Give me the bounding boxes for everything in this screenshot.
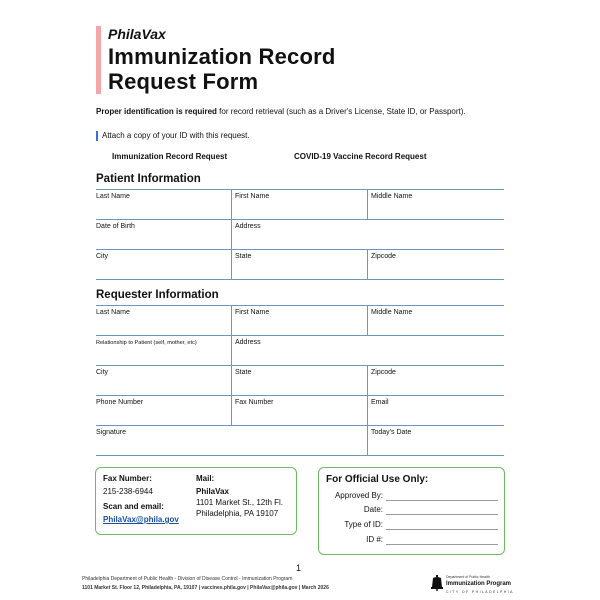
requester-middle-name-field[interactable]: Middle Name	[371, 309, 413, 316]
fax-number: 215-238-6944	[103, 487, 153, 496]
footer-org-line: Philadelphia Department of Public Health - Division of Disease Control - Immunization Program	[82, 576, 293, 582]
patient-middle-name-field[interactable]: Middle Name	[371, 193, 413, 200]
patient-first-name-field[interactable]: First Name	[235, 193, 270, 200]
divider	[231, 189, 232, 219]
type-of-id-line[interactable]	[386, 529, 498, 530]
divider	[96, 219, 504, 220]
title-line-1: Immunization Record	[108, 44, 336, 69]
divider	[367, 425, 368, 455]
patient-state-field[interactable]: State	[235, 253, 252, 260]
option-immunization-record[interactable]: Immunization Record Request	[112, 152, 228, 161]
approved-by-label: Approved By:	[334, 491, 383, 500]
requester-state-field[interactable]: State	[235, 369, 252, 376]
requester-email-field[interactable]: Email	[371, 399, 389, 406]
divider	[231, 305, 232, 335]
divider	[96, 455, 504, 456]
divider	[367, 189, 368, 219]
divider	[231, 249, 232, 279]
notice-rest: for record retrieval (such as a Driver's License, State ID, or Passport).	[216, 107, 466, 116]
requester-city-field[interactable]: City	[96, 369, 109, 376]
date-label: Date:	[363, 505, 383, 514]
mail-street: 1101 Market St., 12th Fl.	[196, 498, 284, 507]
divider	[367, 305, 368, 335]
patient-section-title: Patient Information	[96, 173, 201, 185]
requester-fax-field[interactable]: Fax Number	[235, 399, 274, 406]
type-of-id-label: Type of ID:	[344, 520, 383, 529]
divider	[96, 249, 504, 250]
patient-city-field[interactable]: City	[96, 253, 109, 260]
divider	[96, 189, 504, 190]
email-link[interactable]: PhilaVax@phila.gov	[103, 515, 179, 524]
mail-label: Mail:	[196, 474, 215, 483]
logo-city-text: CITY OF PHILADELPHIA	[446, 590, 514, 594]
requester-zipcode-field[interactable]: Zipcode	[371, 369, 396, 376]
divider	[231, 365, 232, 395]
date-line[interactable]	[386, 514, 498, 515]
brand-name: PhilaVax	[108, 26, 166, 42]
patient-address-field[interactable]: Address	[235, 223, 261, 230]
patient-zipcode-field[interactable]: Zipcode	[371, 253, 396, 260]
requester-date-field[interactable]: Today's Date	[371, 429, 412, 436]
attach-marker	[96, 131, 98, 141]
requester-last-name-field[interactable]: Last Name	[96, 309, 130, 316]
official-use-title: For Official Use Only:	[326, 474, 429, 485]
patient-last-name-field[interactable]: Last Name	[96, 193, 130, 200]
divider	[96, 335, 504, 336]
header-accent-bar	[96, 26, 101, 94]
liberty-bell-icon	[430, 575, 444, 591]
notice-bold: Proper identification is required	[96, 107, 217, 116]
divider	[96, 305, 504, 306]
mail-recipient: PhilaVax	[196, 487, 229, 496]
footer-address-line: 1101 Market St. Floor 12, Philadelphia, PA, 19107 | vaccines.phila.gov | PhilaVax@phila.gov | March 2026	[82, 585, 329, 591]
requester-address-field[interactable]: Address	[235, 339, 261, 346]
divider	[231, 219, 232, 249]
patient-dob-field[interactable]: Date of Birth	[96, 223, 135, 230]
divider	[96, 395, 504, 396]
divider	[367, 365, 368, 395]
logo-program-title: Immunization Program	[446, 581, 512, 587]
divider	[367, 395, 368, 425]
attach-id-note: Attach a copy of your ID with this request.	[102, 131, 250, 140]
divider	[367, 249, 368, 279]
divider	[96, 279, 504, 280]
divider	[231, 395, 232, 425]
requester-first-name-field[interactable]: First Name	[235, 309, 270, 316]
page-number: 1	[296, 563, 302, 573]
requester-section-title: Requester Information	[96, 289, 219, 301]
id-number-line[interactable]	[386, 544, 498, 545]
title-line-2: Request Form	[108, 69, 259, 94]
page-title	[108, 44, 336, 94]
scan-email-label: Scan and email:	[103, 502, 164, 511]
identification-notice	[96, 106, 476, 117]
mail-city: Philadelphia, PA 19107	[196, 509, 279, 518]
approved-by-line[interactable]	[386, 500, 498, 501]
id-number-label: ID #:	[366, 535, 383, 544]
fax-label: Fax Number:	[103, 474, 152, 483]
divider	[231, 335, 232, 365]
requester-phone-field[interactable]: Phone Number	[96, 399, 144, 406]
option-covid-record[interactable]: COVID-19 Vaccine Record Request	[294, 152, 427, 161]
divider	[96, 425, 504, 426]
logo-department-text: Department of Public Health	[446, 575, 490, 579]
divider	[96, 365, 504, 366]
requester-signature-field[interactable]: Signature	[96, 429, 126, 436]
requester-relationship-field[interactable]: Relationship to Patient (self, mother, etc)	[96, 340, 197, 346]
